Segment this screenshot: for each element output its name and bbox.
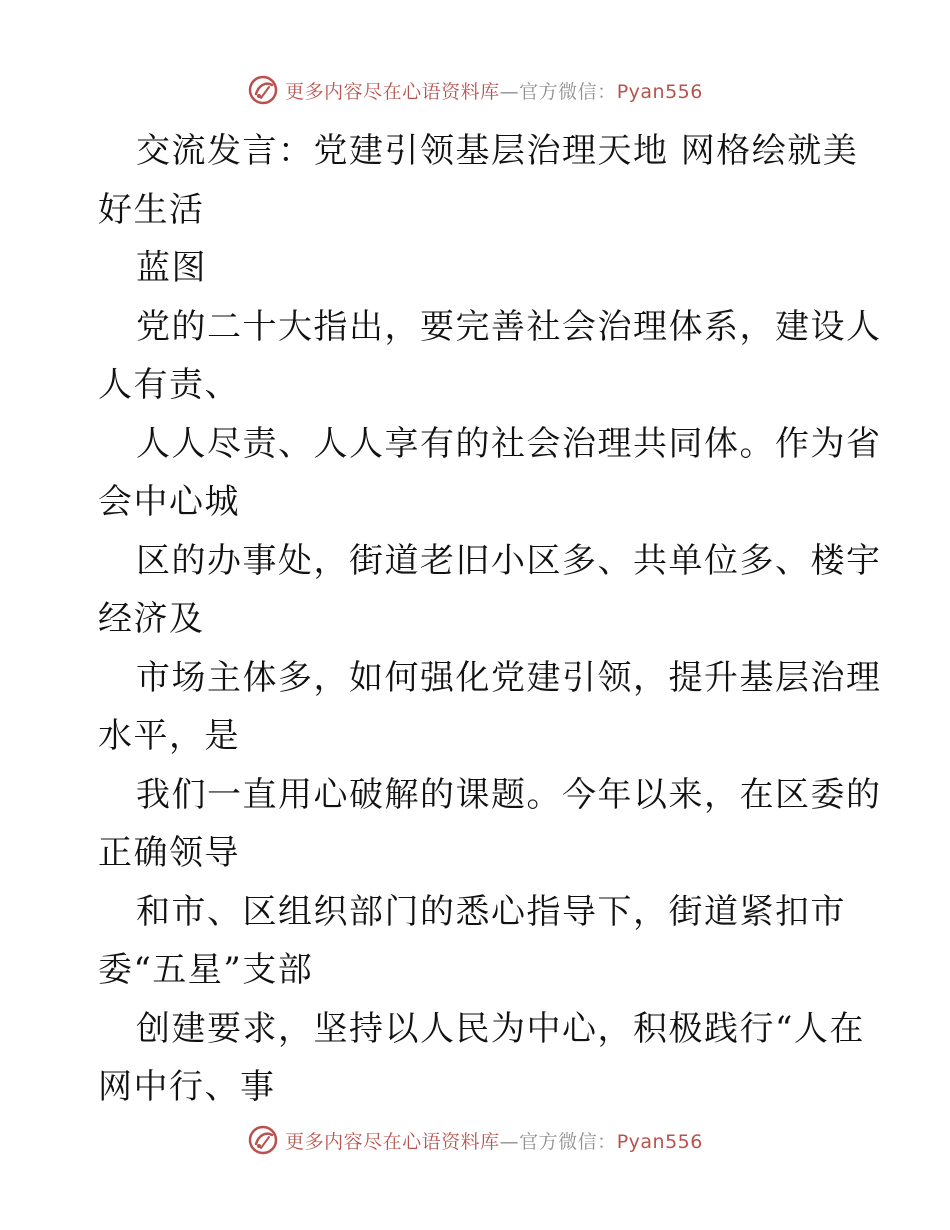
- banner-wechat-id: Pyan556: [616, 80, 703, 103]
- banner-main-text: 更多内容尽在心语资料库: [285, 80, 500, 103]
- header-banner-inner: [247, 74, 703, 106]
- body-line: 交流发言：党建引领基层治理天地 网格绘就美: [136, 131, 859, 171]
- body-line: 人有责、: [98, 365, 240, 405]
- banner-text: [285, 1127, 703, 1154]
- body-line: 创建要求，坚持以人民为中心，积极践行“人在: [136, 1008, 865, 1049]
- body-line: 我们一直用心破解的课题。今年以来，在区委的: [136, 774, 882, 815]
- body-line: 党的二十大指出，要完善社会治理体系，建设人: [136, 306, 882, 347]
- body-line: 好生活: [98, 189, 205, 230]
- banner-main-text: 更多内容尽在心语资料库: [285, 1130, 500, 1153]
- body-line: 正确领导: [98, 833, 240, 873]
- brand-logo-icon: [247, 74, 279, 106]
- document-body: [98, 122, 882, 1117]
- banner-dash: —: [499, 1130, 520, 1153]
- body-line: 市场主体多，如何强化党建引领，提升基层治理: [136, 657, 882, 698]
- body-line: 区的办事处，街道老旧小区多、共单位多、楼宇: [136, 540, 882, 581]
- banner-dash: —: [499, 80, 520, 103]
- header-banner: [0, 70, 950, 110]
- banner-wechat-label: 官方微信：: [519, 80, 617, 103]
- body-line: 会中心城: [98, 482, 240, 522]
- body-line: 和市、区组织部门的悉心指导下，街道紧扣市: [136, 891, 846, 932]
- banner-wechat-label: 官方微信：: [519, 1130, 617, 1153]
- body-line: 人人尽责、人人享有的社会治理共同体。作为省: [136, 423, 882, 464]
- body-line: 经济及: [98, 599, 205, 639]
- body-line: 网中行、事: [98, 1067, 276, 1107]
- footer-banner: [0, 1120, 950, 1160]
- brand-logo-icon: [247, 1124, 279, 1156]
- banner-wechat-id: Pyan556: [616, 1130, 703, 1153]
- footer-banner-inner: [247, 1124, 703, 1156]
- banner-text: [285, 77, 703, 104]
- body-line: 蓝图: [136, 248, 207, 288]
- body-line: 水平，是: [98, 716, 240, 756]
- body-line: 委“五星”支部: [98, 950, 314, 990]
